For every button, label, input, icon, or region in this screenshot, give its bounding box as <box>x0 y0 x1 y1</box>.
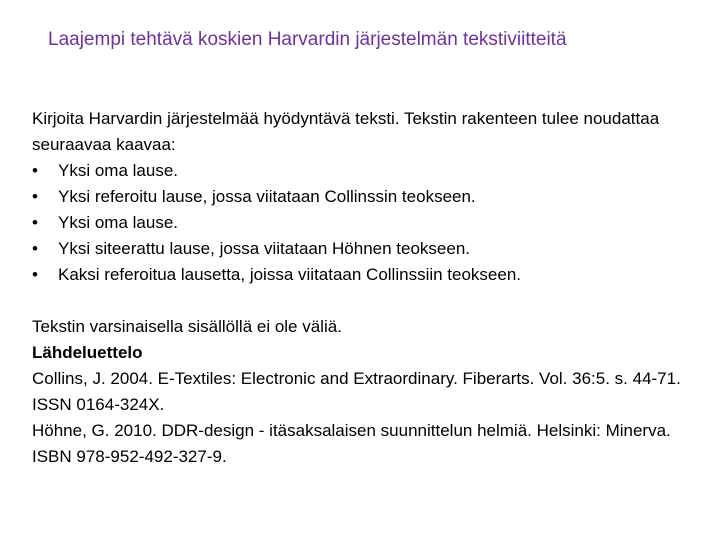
intro-text: Kirjoita Harvardin järjestelmää hyödyntävä teksti. Tekstin rakenteen tulee noudattaa seuraavaa kaavaa: <box>32 109 660 154</box>
note-text: Tekstin varsinaisella sisällöllä ei ole väliä. <box>32 317 342 336</box>
bullet-icon: • <box>32 187 38 206</box>
bullet-text: Kaksi referoitua lausetta, joissa viitataan Collinssiin teokseen. <box>58 265 522 284</box>
bullet-text: Yksi referoitu lause, jossa viitataan Collinssin teokseen. <box>58 187 476 206</box>
bullet-text: Yksi oma lause. <box>58 213 178 232</box>
bullet-icon: • <box>32 239 38 258</box>
reference-entry: Höhne, G. 2010. DDR-design - itäsaksalaisen suunnittelun helmiä. Helsinki: Minerva. ISBN 978-952-492-327-9. <box>32 421 671 466</box>
bullet-text: Yksi siteerattu lause, jossa viitataan Höhnen teokseen. <box>58 239 471 258</box>
bullet-icon: • <box>32 265 38 284</box>
structure-bullet-list <box>32 158 692 288</box>
bullet-item <box>32 262 692 288</box>
slide-body <box>32 106 692 470</box>
bullet-icon: • <box>32 213 38 232</box>
references-heading: Lähdeluettelo <box>32 343 143 362</box>
reference-entry: Collins, J. 2004. E-Textiles: Electronic and Extraordinary. Fiberarts. Vol. 36:5. s. 44-71. ISSN 0164-324X. <box>32 369 681 414</box>
paragraph-spacer <box>32 288 692 314</box>
bullet-item <box>32 236 692 262</box>
bullet-text: Yksi oma lause. <box>58 161 178 180</box>
bullet-icon: • <box>32 161 38 180</box>
bullet-item <box>32 210 692 236</box>
bullet-item <box>32 158 692 184</box>
bullet-item <box>32 184 692 210</box>
slide-title: Laajempi tehtävä koskien Harvardin järjestelmän tekstiviitteitä <box>48 29 567 50</box>
